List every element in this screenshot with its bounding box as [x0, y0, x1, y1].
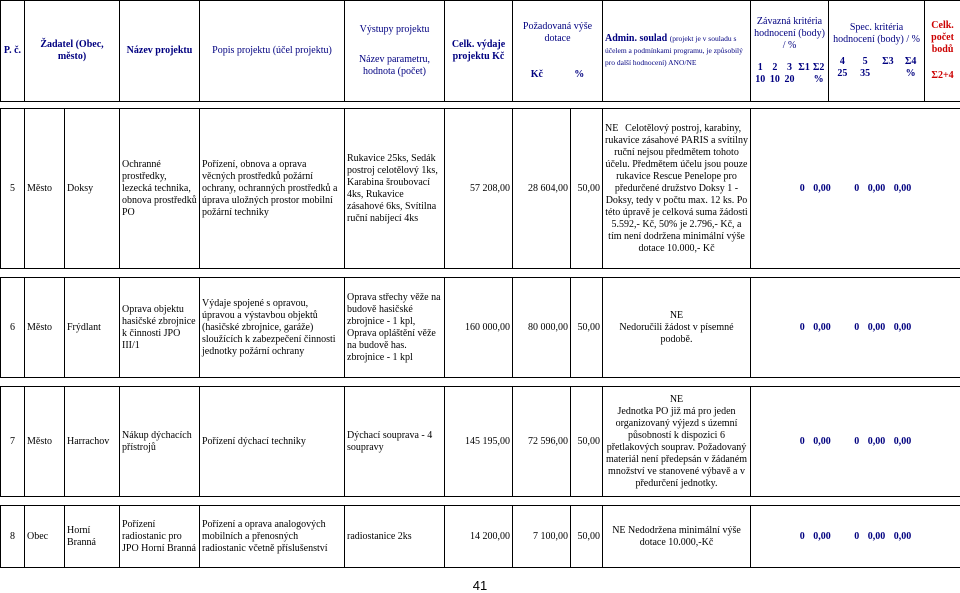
row-pc: 8 — [1, 506, 25, 568]
row-mesto: Harrachov — [65, 387, 120, 497]
row-vystupy: Dýchací souprava - 4 soupravy — [345, 387, 445, 497]
row-scores — [751, 506, 960, 568]
row-sigma1: 0 — [799, 321, 805, 333]
header-vystupy-title: Výstupy projektu — [359, 24, 430, 35]
row-vystupy: radiostanice 2ks — [345, 506, 445, 568]
row-admin — [603, 109, 751, 269]
header-pc: P. č. — [1, 1, 25, 102]
row-sigma4: 0,00 — [867, 435, 886, 447]
row-total: 0,00 — [893, 182, 912, 194]
row-sigma3: 0 — [854, 530, 860, 542]
row-celk-vydaje: 14 200,00 — [445, 506, 513, 568]
header-sigma4: Σ4 % — [904, 56, 917, 79]
row-sigma4: 0,00 — [867, 321, 886, 333]
header-zavazna-2: 2 10 — [769, 62, 780, 85]
row-popis: Pořízení a oprava analogových mobilních a přenosných radiostanic včetně příslušenství — [200, 506, 345, 568]
header-pozadovana-pct: % — [574, 69, 585, 80]
header-pozadovana-kc: Kč — [530, 69, 543, 80]
row-dotace-pct: 50,00 — [571, 109, 603, 269]
header-admin — [603, 1, 751, 102]
row-popis: Pořízení dýchací techniky — [200, 387, 345, 497]
row-total: 0,00 — [893, 435, 912, 447]
row-sigma2: 0,00 — [813, 530, 831, 542]
page-number: 41 — [472, 578, 488, 593]
header-sigma1: Σ1 — [798, 62, 810, 73]
row-mesto: Frýdlant — [65, 278, 120, 378]
table-row — [1, 278, 960, 378]
row-dotace-pct: 50,00 — [571, 387, 603, 497]
row-total: 0,00 — [893, 321, 912, 333]
row-sigma1: 0 — [799, 182, 805, 194]
header-celk-vydaje: Celk. výdaje projektu Kč — [445, 1, 513, 102]
row-celk-vydaje: 145 195,00 — [445, 387, 513, 497]
header-zadatel: Žadatel (Obec, město) — [25, 1, 120, 102]
row-obec: Město — [25, 278, 65, 378]
row-sigma3: 0 — [854, 435, 860, 447]
row-pc: 7 — [1, 387, 25, 497]
row-obec: Město — [25, 109, 65, 269]
header-row — [1, 1, 960, 102]
row-admin-label: NE — [669, 309, 684, 321]
header-vystupy — [345, 1, 445, 102]
header-zavazna-1: 1 10 — [755, 62, 766, 85]
header-nazev: Název projektu — [120, 1, 200, 102]
row-admin — [603, 387, 751, 497]
header-celk-pocet — [925, 1, 960, 102]
row-celk-vydaje: 57 208,00 — [445, 109, 513, 269]
row-admin — [603, 278, 751, 378]
header-zavazna-3: 3 20 — [784, 62, 795, 85]
header-sigma2: Σ2 % — [812, 62, 825, 85]
row-nazev: Pořízení radiostanic pro JPO Horní Branná — [120, 506, 200, 568]
row-admin-text: Celotělový postroj, karabiny, rukavice zásahové PARIS a svítilny ruční nejsou předmětem tohoto účelu. Předmětem účelu jsou pouze rukavice Rescue Penelope pro předurčené družstvo Doksy 1 - Doksy, tedy v počtu max. 12 ks. Po této úpravě je celková suma žádosti 5.592,- Kč, 50% je 2.796,- Kč, a tím není dodržena minimální výše dotace 10.000,- Kč — [605, 122, 748, 254]
header-spec-5: 5 35 — [860, 56, 871, 79]
row-dotace-kc: 80 000,00 — [513, 278, 571, 378]
row-admin-text: Nedodržena minimální výše dotace 10.000,-Kč — [628, 524, 741, 548]
table-row — [1, 109, 960, 269]
row-sigma4: 0,00 — [867, 530, 886, 542]
row-sigma3: 0 — [854, 321, 860, 333]
row-sigma1: 0 — [799, 435, 805, 447]
header-pozadovana — [513, 1, 603, 102]
row-sigma4: 0,00 — [867, 182, 886, 194]
header-admin-title: Admin. soulad — [605, 33, 668, 44]
row-scores — [751, 109, 960, 269]
spacer-row — [1, 102, 960, 109]
row-vystupy: Oprava střechy věže na budově hasičské zbrojnice - 1 kpl, Oprava opláštění věže na budově has. zbrojnice - 1 kpl — [345, 278, 445, 378]
header-spec-title: Spec. kritéria hodnocení (body) / % — [833, 22, 920, 45]
row-sigma1: 0 — [799, 530, 805, 542]
header-celk-pocet-title: Celk. počet bodů — [931, 20, 954, 55]
header-popis: Popis projektu (účel projektu) — [200, 1, 345, 102]
header-pozadovana-title: Požadovaná výše dotace — [522, 21, 593, 44]
row-popis: Pořízení, obnova a oprava věcných prostředků požární ochrany, ochranných prostředků a úprava uložných prostor mobilní požární techniky — [200, 109, 345, 269]
row-popis: Výdaje spojené s opravou, úpravou a výstavbou objektů (hasičské zbrojnice, garáže) sloužících k zabezpečení činnosti jednotky požární ochrany — [200, 278, 345, 378]
row-dotace-kc: 7 100,00 — [513, 506, 571, 568]
row-admin-label: NE — [669, 393, 684, 405]
header-spec — [829, 1, 925, 102]
row-scores — [751, 278, 960, 378]
spacer-row — [1, 497, 960, 506]
header-sigma3: Σ3 — [882, 56, 894, 67]
row-sigma2: 0,00 — [813, 435, 831, 447]
spacer-row — [1, 378, 960, 387]
row-total: 0,00 — [893, 530, 912, 542]
header-spec-4: 4 25 — [837, 56, 848, 79]
row-admin-text: Jednotka PO již má pro jeden organizovaný výjezd s územní působností k dispozici 6 přetlakových souprav. Požadovaný materiál není předepsán v žádaném množství ve stanovené výbavě a v předurčení jednotky. — [605, 405, 748, 489]
row-sigma2: 0,00 — [813, 182, 831, 194]
header-vystupy-sub: Název parametru, hodnota (počet) — [358, 54, 431, 77]
row-scores — [751, 387, 960, 497]
row-vystupy: Rukavice 25ks, Sedák postroj celotělový 1ks, Karabina šroubovací 4ks, Rukavice zásahové 6ks, Svítilna ruční nabíjecí 4ks — [345, 109, 445, 269]
table-row — [1, 506, 960, 568]
row-admin-label: NE — [612, 524, 626, 536]
header-zavazna-title: Závazná kritéria hodnocení (body) / % — [754, 16, 825, 51]
header-zavazna — [751, 1, 829, 102]
row-nazev: Ochranné prostředky, lezecká technika, obnova prostředků PO — [120, 109, 200, 269]
row-nazev: Oprava objektu hasičské zbrojnice k činnosti JPO III/1 — [120, 278, 200, 378]
row-celk-vydaje: 160 000,00 — [445, 278, 513, 378]
row-dotace-pct: 50,00 — [571, 278, 603, 378]
row-dotace-kc: 28 604,00 — [513, 109, 571, 269]
table-row — [1, 387, 960, 497]
row-sigma3: 0 — [854, 182, 860, 194]
row-sigma2: 0,00 — [813, 321, 831, 333]
row-obec: Město — [25, 387, 65, 497]
row-mesto: Doksy — [65, 109, 120, 269]
spacer-row — [1, 269, 960, 278]
row-dotace-pct: 50,00 — [571, 506, 603, 568]
header-admin-text: (projekt je v souladu s účelem a podmínkami programu, je způsobilý pro další hodnocení) ANO/NE — [605, 34, 743, 67]
row-admin-label: NE — [605, 122, 619, 134]
row-dotace-kc: 72 596,00 — [513, 387, 571, 497]
row-admin-text: Nedoručili žádost v písemné podobě. — [619, 321, 734, 345]
row-admin — [603, 506, 751, 568]
row-nazev: Nákup dýchacích přístrojů — [120, 387, 200, 497]
row-obec: Obec — [25, 506, 65, 568]
row-pc: 6 — [1, 278, 25, 378]
header-sigma-total: Σ2+4 — [931, 70, 954, 81]
row-mesto: Horní Branná — [65, 506, 120, 568]
row-pc: 5 — [1, 109, 25, 269]
